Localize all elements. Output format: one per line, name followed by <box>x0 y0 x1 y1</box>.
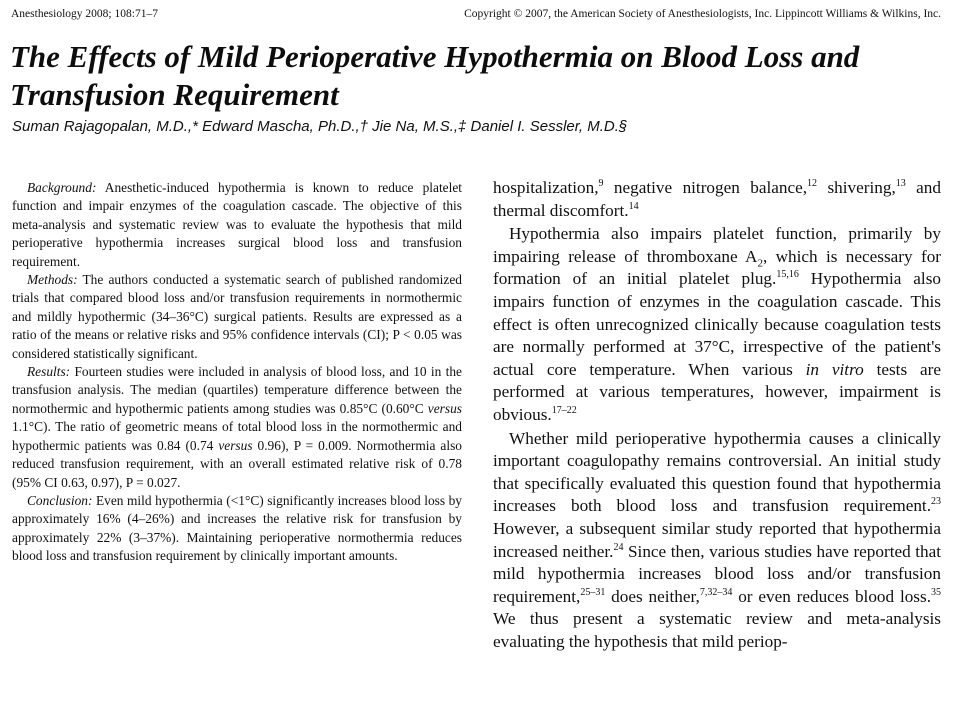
p2-text-d: tests are performed at various temperatures, however, impairment is obvious. <box>493 359 941 424</box>
p1-text-c: shivering, <box>817 178 896 197</box>
p3-text-e: or even reduces blood loss. <box>732 586 931 606</box>
results-text-3: 0.96), P = 0.009. Normothermia also reduced transfusion requirement, with an overall estimated relative risk of 0.78 (95% CI 0.63, 0.97), P = 0.027. <box>12 437 462 490</box>
body-column <box>493 177 941 654</box>
p1-text-d: and thermal discomfort. <box>493 178 941 220</box>
citation-ref: 24 <box>613 541 624 553</box>
journal-citation: Anesthesiology 2008; 108:71–7 <box>11 8 158 20</box>
p3-text-a: Whether mild perioperative hypothermia causes a clinically important coagulopathy remains controversial. An initial study that specifically evaluated this question found that hypothermia increases both blood loss and transfusion requirement. <box>493 428 941 516</box>
body-paragraph-1 <box>493 177 941 222</box>
running-header <box>11 8 941 24</box>
p3-text-d: does neither, <box>605 586 700 606</box>
citation-ref: 15,16 <box>776 269 799 281</box>
author-list: Suman Rajagopalan, M.D.,* Edward Mascha, Ph.D.,† Jie Na, M.S.,‡ Daniel I. Sessler, M.D.§ <box>12 118 628 135</box>
abstract-results <box>12 363 462 492</box>
results-versus-2: versus <box>218 437 253 453</box>
abstract-background <box>12 179 462 271</box>
abstract-methods <box>12 271 462 363</box>
results-text-1: Fourteen studies were included in analysis of blood loss, and 10 in the transfusion analysis. The median (quartiles) temperature difference between the normothermic and hypothermic patients among studies was 0.85°C (0.60°C <box>12 364 462 416</box>
conclusion-label: Conclusion: <box>27 492 93 508</box>
in-vitro-term: in vitro <box>805 359 864 379</box>
citation-ref: 9 <box>598 178 604 189</box>
methods-text: The authors conducted a systematic search of published randomized trials that compared blood loss and/or transfusion requirements in normothermic and mildly hypothermic (34–36°C) surgical patients. Results are expressed as a ratio of the means or relative risks and 95% confidence intervals (CI); P < 0.05 was considered statistically significant. <box>12 272 462 361</box>
abstract <box>12 179 462 566</box>
p2-text-b: , which is necessary for formation of an initial platelet plug. <box>493 246 942 289</box>
citation-ref: 23 <box>931 496 941 508</box>
methods-label: Methods: <box>27 272 78 288</box>
background-text: Anesthetic-induced hypothermia is known to reduce platelet function and impair enzymes of the coagulation cascade. The objective of this meta-analysis and systematic review was to evaluate the hypothesis that mild perioperative hypothermia increases surgical blood loss and transfusion requirement. <box>12 180 463 269</box>
citation-ref: 17–22 <box>551 404 577 416</box>
results-label: Results: <box>27 364 71 380</box>
body-paragraph-2 <box>493 223 941 426</box>
citation-ref: 13 <box>895 178 906 189</box>
citation-ref: 35 <box>931 586 941 598</box>
article-title: The Effects of Mild Perioperative Hypothermia on Blood Loss and Transfusion Requirement <box>10 39 860 112</box>
p3-text-c: Since then, various studies have reported that mild hypothermia increases blood loss and/or transfusion requirement, <box>493 541 941 606</box>
citation-ref: 7,32–34 <box>699 586 733 598</box>
p3-text-b: However, a subsequent similar study reported that hypothermia increased neither. <box>493 518 941 561</box>
p1-text-a: hospitalization, <box>493 178 599 197</box>
body-paragraph-3 <box>493 428 941 654</box>
results-versus-1: versus <box>427 400 462 416</box>
p3-text-f: We thus present a systematic review and meta-analysis evaluating the hypothesis that mild periop- <box>493 609 941 651</box>
citation-ref: 14 <box>628 200 639 212</box>
results-text-2: 1.1°C). The ratio of geometric means of total blood loss in the normothermic and hypothermic patients was 0.84 (0.74 <box>12 419 462 453</box>
p2-text-a: Hypothermia also impairs platelet function, primarily by impairing release of thromboxane A <box>493 224 941 266</box>
citation-ref: 12 <box>807 178 818 189</box>
p2-text-c: Hypothermia also impairs function of enzymes in the coagulation cascade. This effect is often unrecognized clinically because coagulation tests are normally performed at 37°C, irrespective of the patient's actual core temperature. When various <box>493 269 941 379</box>
subscript: 2 <box>757 257 763 270</box>
copyright-notice: Copyright © 2007, the American Society of Anesthesiologists, Inc. Lippincott Williams & Wilkins, Inc. <box>464 8 941 20</box>
conclusion-text: Even mild hypothermia (<1°C) significantly increases blood loss by approximately 16% (4–26%) and increases the relative risk for transfusion by approximately 22% (3–37%). Maintaining perioperative normothermia reduces blood loss and transfusion requirement by clinically important amounts. <box>12 492 462 564</box>
p1-text-b: negative nitrogen balance, <box>603 178 808 197</box>
citation-ref: 25–31 <box>580 586 606 598</box>
background-label: Background: <box>27 180 97 195</box>
abstract-conclusion <box>12 492 462 566</box>
